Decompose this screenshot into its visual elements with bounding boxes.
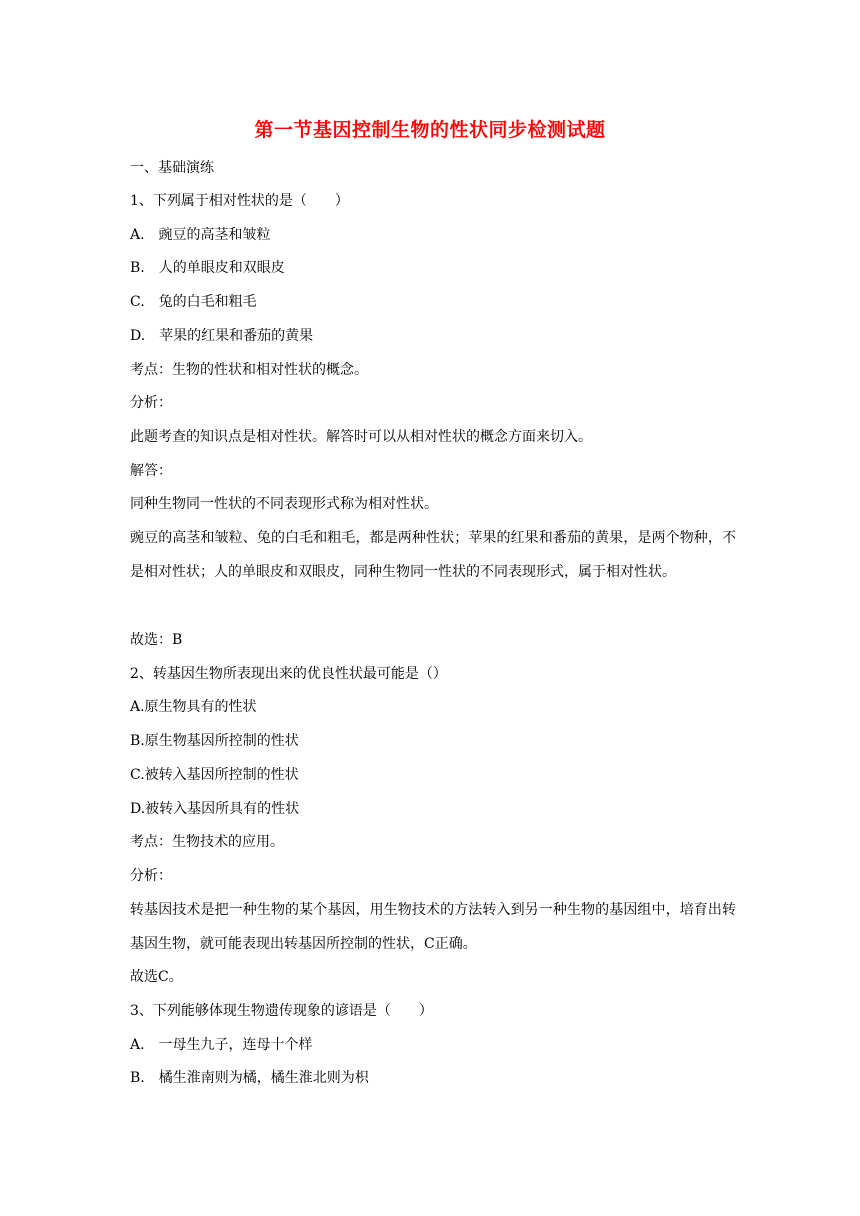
question-3-option-a: A. 一母生九子，连母十个样: [130, 1037, 313, 1053]
document-title: 第一节基因控制生物的性状同步检测试题: [254, 119, 606, 141]
question-1-fenxi-text: 此题考查的知识点是相对性状。解答时可以从相对性状的概念方面来切入。: [130, 429, 592, 445]
question-2-option-a: A.原生物具有的性状: [130, 699, 257, 715]
question-1-jieda-paragraph: 豌豆的高茎和皱粒、兔的白毛和粗毛，都是两种性状；苹果的红果和番茄的黄果，是两个物种，不是相对性状；人的单眼皮和双眼皮，同种生物同一性状的不同表现形式，属于相对性状。: [130, 530, 736, 580]
section-heading: 一、基础演练: [130, 160, 214, 176]
question-2-kaodian: 考点：生物技术的应用。: [130, 834, 284, 850]
question-1-fenxi-label: 分析：: [130, 395, 172, 411]
question-2-answer: 故选C。: [130, 969, 183, 985]
question-2-stem: 2、转基因生物所表现出来的优良性状最可能是（）: [130, 666, 447, 682]
question-1-kaodian: 考点：生物的性状和相对性状的概念。: [130, 362, 368, 378]
question-1-option-c: C. 兔的白毛和粗毛: [130, 294, 257, 310]
question-1-jieda-label: 解答：: [130, 463, 172, 479]
question-2-fenxi-label: 分析：: [130, 868, 172, 884]
question-1-option-a: A. 豌豆的高茎和皱粒: [130, 227, 271, 243]
question-1-option-d: D. 苹果的红果和番茄的黄果: [130, 328, 314, 344]
question-3-option-b: B. 橘生淮南则为橘，橘生淮北则为枳: [130, 1070, 369, 1086]
question-2-fenxi-paragraph: 转基因技术是把一种生物的某个基因，用生物技术的方法转入到另一种生物的基因组中，培育出转基因生物，就可能表现出转基因所控制的性状，C正确。: [130, 902, 736, 952]
question-2-option-b: B.原生物基因所控制的性状: [130, 733, 299, 749]
question-1-answer: 故选：B: [130, 632, 183, 648]
question-2-option-d: D.被转入基因所具有的性状: [130, 801, 300, 817]
question-2-option-c: C.被转入基因所控制的性状: [130, 767, 299, 783]
question-1-jieda-line1: 同种生物同一性状的不同表现形式称为相对性状。: [130, 496, 438, 512]
question-3-stem: 3、下列能够体现生物遗传现象的谚语是（ ）: [130, 1003, 433, 1019]
question-1-option-b: B. 人的单眼皮和双眼皮: [130, 260, 285, 276]
question-1-stem: 1、下列属于相对性状的是（ ）: [130, 193, 349, 209]
